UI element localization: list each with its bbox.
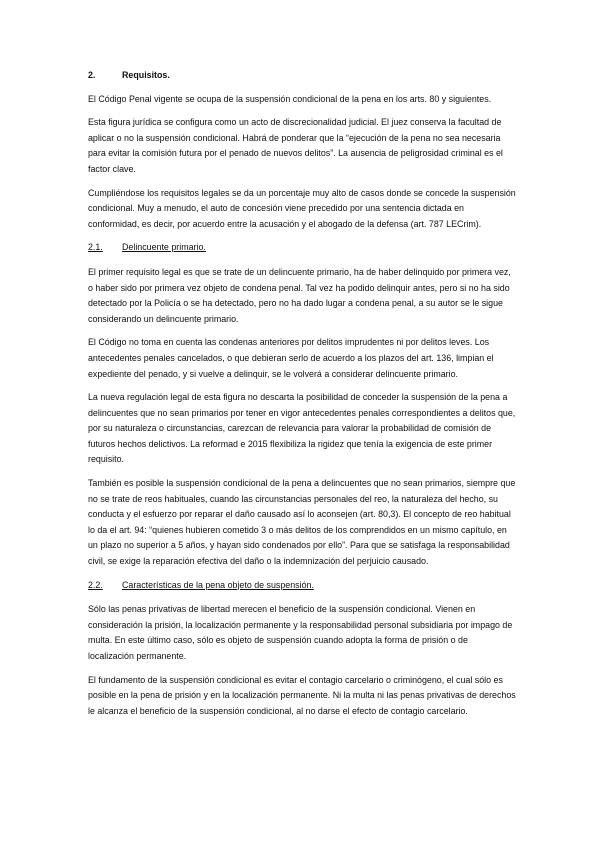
paragraph: Cumpliéndose los requisitos legales se da un porcentaje muy alto de casos donde se concede la suspensión condicional. Muy a menudo, el auto de concesión viene precedido por una sentencia dictada en conformidad, es decir, por acuerdo entre la acusación y el abogado de la defensa (art. 787 LECrim). <box>88 187 516 229</box>
subsection-title: Delincuente primario. <box>122 242 206 253</box>
subsection-heading <box>88 578 516 594</box>
paragraph: Esta figura jurídica se configura como un acto de discrecionalidad judicial. El juez conserva la facultad de aplicar o no la suspensión condicional. Habrá de ponderar que la “ejecución de la pena no sea necesaria para evitar la comisión futura por el penado de nuevos delitos”. La ausencia de peligrosidad criminal es el factor clave. <box>88 117 503 174</box>
section-title: Requisitos. <box>122 70 170 80</box>
subsection-number: 2.1. <box>88 242 103 253</box>
section-heading <box>88 68 516 84</box>
paragraph: También es posible la suspensión condicional de la pena a delincuentes que no sean primarios, siempre que no se trate de reos habituales, cuando las circunstancias personales del reo, la naturaleza del hecho, su conducta y el esfuerzo por reparar el daño causado así lo aconsejen (art. 80,3). El concepto de reo habitual lo da el art. 94: “quienes hubieren cometido 3 o más delitos de los comprendidos en un mismo capítulo, en un plazo no superior a 5 años, y hayan sido condenados por ello”. Para que se satisfaga la responsabilidad civil, se exige la reparación efectiva del daño o la indemnización del perjuicio causado. <box>88 478 516 567</box>
paragraph: El Código Penal vigente se ocupa de la suspensión condicional de la pena en los arts. 80 y siguientes. <box>88 93 492 104</box>
paragraph: El fundamento de la suspensión condicional es evitar el contagio carcelario o criminógeno, el cual sólo es posible en la pena de prisión y en la localización permanente. Ni la multa ni las penas privativas de derechos le alcanza el beneficio de la suspensión condicional, al no darse el efecto de contagio carcelario. <box>88 674 516 716</box>
subsection-heading <box>88 240 516 256</box>
paragraph: El primer requisito legal es que se trate de un delincuente primario, ha de haber delinquido por primera vez, o haber sido por primera vez objeto de condena penal. Tal vez ha podido delinquir antes, pero si no ha sido detectado por la Policía o se ha detectado, pero no ha dado lugar a condena penal, a su autor se le sigue considerando un delincuente primario. <box>88 266 511 324</box>
subsection-title: Características de la pena objeto de suspensión. <box>122 579 314 590</box>
section-number: 2. <box>88 70 96 80</box>
document-page <box>88 68 516 727</box>
paragraph: La nueva regulación legal de esta figura no descarta la posibilidad de conceder la suspensión de la pena a delincuentes que no sean primarios por tener en vigor antecedentes penales correspondientes a delitos que, por su naturaleza o circunstancias, carezcan de relevancia para valorar la probabilidad de comisión de futuros hechos delictivos. La reformad e 2015 flexibiliza la rigidez que tenía la exigencia de este primer requisito. <box>88 392 516 465</box>
paragraph: El Código no toma en cuenta las condenas anteriores por delitos imprudentes ni por delitos leves. Los antecedentes penales cancelados, o que debieran serlo de acuerdo a los plazos del art. 136, limpian el expediente del penado, y si vuelve a delinquir, se le volverá a considerar delincuente primario. <box>88 337 494 379</box>
paragraph: Sólo las penas privativas de libertad merecen el beneficio de la suspensión condicional. Vienen en consideración la prisión, la localización permanente y la responsabilidad personal subsidiaria por impago de multa. En este último caso, sólo es objeto de suspensión cuando adopta la forma de prisión o de localización permanente. <box>88 604 513 661</box>
subsection-number: 2.2. <box>88 579 103 590</box>
